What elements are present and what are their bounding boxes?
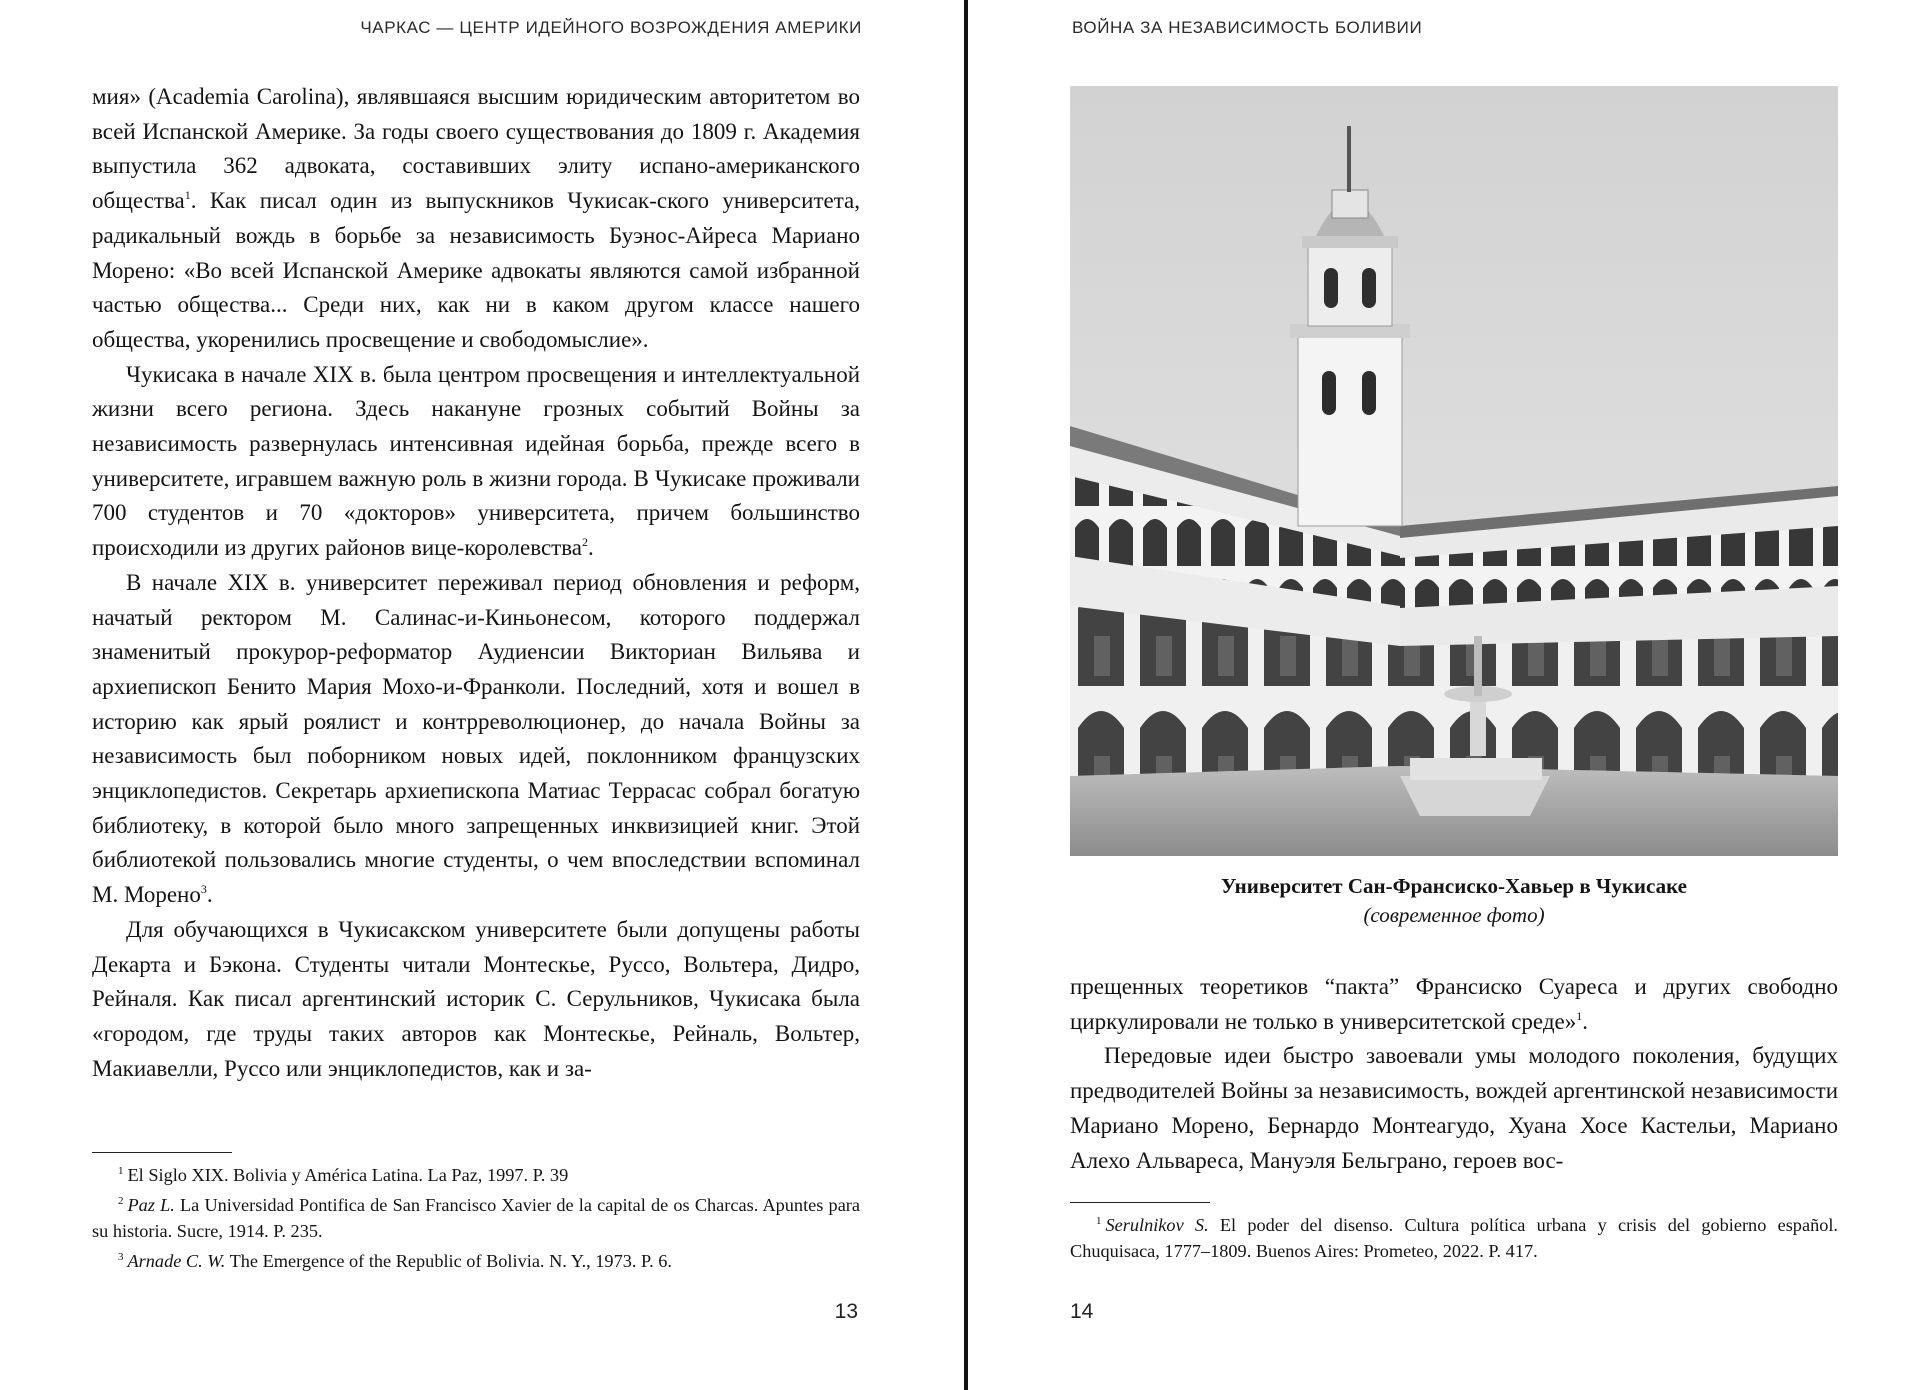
right-page xyxy=(970,0,1926,1390)
footnote: $^2$ Paz L. La Universidad Pontifica de San Francisco Xavier de la capital de os Charcas. Apuntes para su historia. Sucre, 1914. P. 235. xyxy=(92,1195,861,1241)
footnotes-right xyxy=(1070,1208,1838,1264)
footnote-ref[interactable]: 1 xyxy=(1576,1008,1583,1023)
paragraph: В начале XIX в. университет переживал период обновления и реформ, начатый ректором М. Салинас-и-Киньонесом, которого поддержал знаменитый прокурор-реформатор Аудиенсии Викториан Вильява и архиепископ Бенито Мария Мохо-и-Франколи. Последний, хотя и вошел в историю как ярый роялист и контрреволюционер, до начала Войны за независимость был поборником новых идей, поклонником французских энциклопедистов. Секретарь архиепископа Матиас Террасас собрал богатую библиотеку, в которой было много запрещенных инквизицией книг. Этой библиотекой пользовались многие студенты, о чем впоследствии вспоминал М. Морено$^3$. xyxy=(92,569,860,908)
footnote-divider xyxy=(92,1152,232,1153)
footnote: $^3$ Arnade C. W. The Emergence of the Republic of Bolivia. N. Y., 1973. P. 6. xyxy=(118,1251,672,1271)
paragraph: Для обучающихся в Чукисакском университете были допущены работы Декарта и Бэкона. Студенты читали Монтескье, Руссо, Вольтера, Дидро, Рейналя. Как писал аргентинский историк С. Серульников, Чукисака была «городом, где труды таких авторов как Монтескье, Рейналь, Вольтер, Макиавелли, Руссо или энциклопедистов, как и за- xyxy=(92,916,860,1081)
page-number-right: 14 xyxy=(1070,1300,1094,1323)
university-photo xyxy=(1070,86,1838,856)
page-number-left: 13 xyxy=(834,1300,858,1323)
footnote-ref[interactable]: 3 xyxy=(200,882,207,897)
book-spine xyxy=(964,0,968,1390)
left-body-text xyxy=(92,80,860,1086)
paragraph: Чукисака в начале XIX в. была центром просвещения и интеллектуальной жизни всего региона. Здесь накануне грозных событий Войны за независимость развернулась интенсивная идейная борьба, прежде всего в университете, игравшем важную роль в жизни города. В Чукисаке проживали 700 студентов и 70 «докторов» университета, причем большинство происходили из других районов вице-королевства$^2$. xyxy=(92,361,860,561)
courtyard-illustration xyxy=(1070,86,1838,856)
footnote: $^1$ El Siglo XIX. Bolivia y América Latina. La Paz, 1997. P. 39 xyxy=(118,1165,569,1185)
photo-caption xyxy=(1070,872,1838,930)
right-body-text xyxy=(1070,970,1838,1178)
paragraph: мия» (Academia Carolina), являвшаяся высшим юридическим авторитетом во всей Испанской Америке. За годы своего существования до 1809 г. Академия выпустила 362 адвоката, составивших элиту испано-американского общества$^1$. Как писал один из выпускников Чукисак-ского университета, радикальный вождь в борьбе за независимость Буэнос-Айреса Мариано Морено: «Во всей Испанской Америке адвокаты являются самой избранной частью общества... Среди них, как ни в каком другом классе нашего общества, укоренились просвещение и свободомыслие». xyxy=(92,84,861,352)
footnote-ref[interactable]: 2 xyxy=(582,535,588,550)
footnotes-left xyxy=(92,1158,860,1274)
footnote-divider xyxy=(1070,1202,1210,1203)
footnote-ref[interactable]: 1 xyxy=(184,188,191,203)
caption-title: Университет Сан-Франсиско-Хавьер в Чукисаке xyxy=(1220,874,1688,898)
footnote: $^1$ Serulnikov S. El poder del disenso. Cultura política urbana y crisis del gobierno español. Chuquisaca, 1777–1809. Buenos Aires: Prometeo, 2022. P. 417. xyxy=(1070,1215,1838,1261)
paragraph-lines: мия» (Academia Carolina), являвшаяся высшим юридическим авторитетом во всей Испанской Америке. За годы своего существования до 1809 г. Академия выпустила 362 адвоката, составивших элиту испано-американского общества xyxy=(92,84,861,214)
running-head-right: ВОЙНА ЗА НЕЗАВИСИМОСТЬ БОЛИВИИ xyxy=(1072,18,1423,37)
running-head-left: ЧАРКАС — ЦЕНТР ИДЕЙНОГО ВОЗРОЖДЕНИЯ АМЕРИКИ xyxy=(360,18,862,37)
paragraph: прещенных теоретиков “пакта” Франсиско Суареса и других свободно циркулировали не только в университетской среде»$^1$. xyxy=(1070,974,1838,1034)
caption-note: (современное фото) xyxy=(1363,903,1545,927)
paragraph: Передовые идеи быстро завоевали умы молодого поколения, будущих предводителей Войны за независимость, вождей аргентинской независимости Мариано Морено, Бернардо Монтеагудо, Хуана Хосе Кастельи, Мариано Алехо Альвареса, Мануэля Бельграно, героев вос- xyxy=(1070,1043,1838,1173)
